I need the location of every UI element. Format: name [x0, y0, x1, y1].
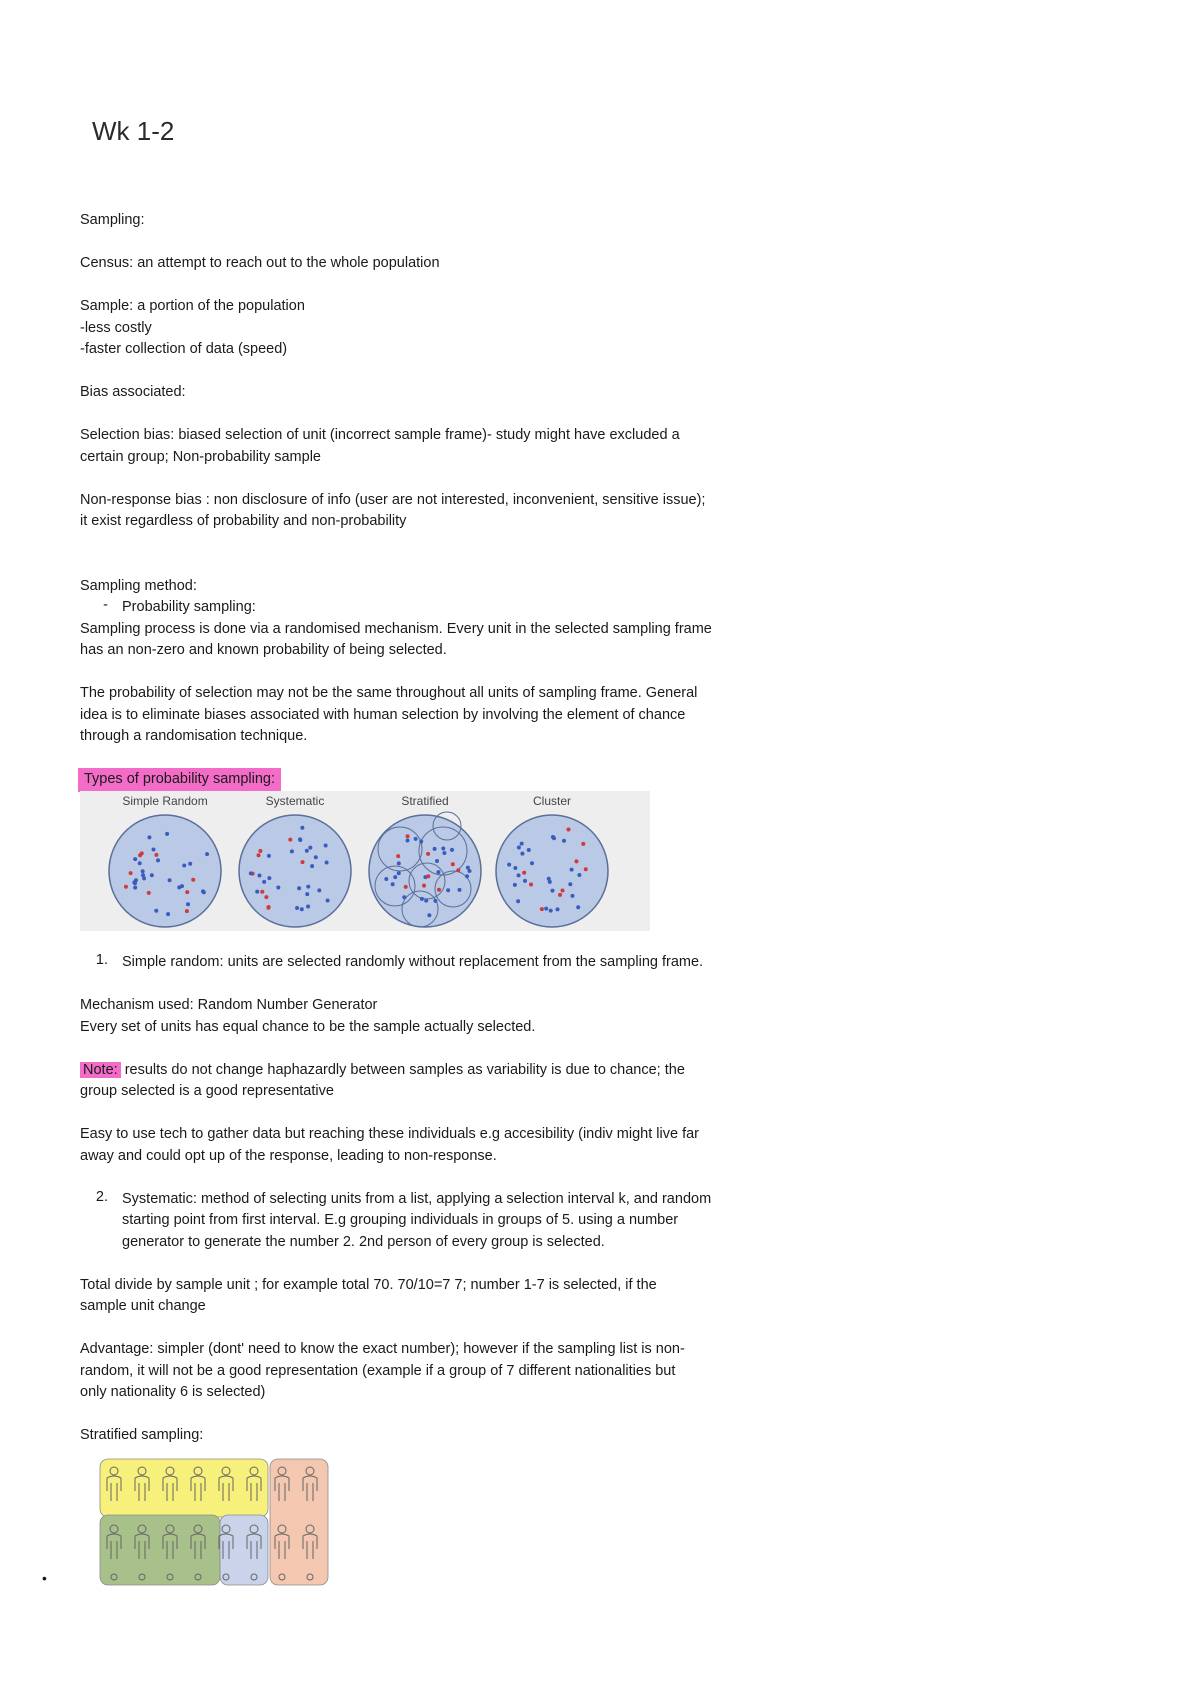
population-dot [397, 861, 401, 865]
population-dot [266, 905, 270, 909]
types-heading-highlight: Types of probability sampling: [80, 770, 279, 790]
population-dot [556, 907, 560, 911]
total-line-1: Total divide by sample unit ; for example total 70. 70/10=7 7; number 1-7 is selected, if the [80, 1276, 657, 1293]
population-dot [249, 871, 253, 875]
population-dot [547, 876, 551, 880]
heading-bias: Bias associated: [80, 384, 186, 400]
census-definition: Census: an attempt to reach out to the whole population [80, 255, 440, 271]
population-dot [435, 858, 439, 862]
population-dot [517, 845, 521, 849]
population-dot [437, 887, 441, 891]
process-line-1: Sampling process is done via a randomised mechanism. Every unit in the selected sampling frame [80, 620, 712, 637]
population-dot [191, 877, 195, 881]
population-dot [141, 873, 145, 877]
population-dot [513, 882, 517, 886]
population-dot [420, 896, 424, 900]
population-dot [384, 877, 388, 881]
document-body [80, 210, 780, 1587]
figure-label-stratified: Stratified [401, 793, 449, 808]
strata-groups [100, 1459, 328, 1585]
population-dot [150, 873, 154, 877]
population-dot [507, 862, 511, 866]
population-dot [166, 912, 170, 916]
population-dot [298, 837, 302, 841]
page-title: Wk 1-2 [92, 116, 175, 146]
systematic-text [122, 1189, 780, 1254]
population-dot [185, 890, 189, 894]
population-circle-2 [239, 815, 351, 927]
nonresponse-bias-line-2: it exist regardless of probability and non-probability [80, 513, 407, 529]
prob-selection-line-3: through a randomisation technique. [80, 728, 308, 744]
population-dot [467, 868, 471, 872]
population-dot [562, 838, 566, 842]
population-dot [154, 908, 158, 912]
population-dot [267, 876, 271, 880]
population-dot [393, 875, 397, 879]
population-dot [458, 887, 462, 891]
systematic-line-3: generator to generate the number 2. 2nd person of every group is selected. [122, 1233, 605, 1250]
types-heading [80, 769, 780, 791]
list-number-1: 1. [95, 952, 108, 968]
population-dot [513, 866, 517, 870]
population-dot [451, 862, 455, 866]
prob-selection-line-1: The probability of selection may not be the same throughout all units of sampling frame. General [80, 685, 698, 701]
population-dot [414, 836, 418, 840]
list-item-systematic [80, 1189, 780, 1254]
population-dot [406, 834, 410, 838]
total-line-2: sample unit change [80, 1298, 206, 1314]
selection-bias-line-2: certain group; Non-probability sample [80, 448, 321, 465]
note-line-1 [80, 1060, 780, 1082]
population-dot [325, 860, 329, 864]
population-dot [295, 906, 299, 910]
population-dot [129, 871, 133, 875]
population-dot [134, 878, 138, 882]
note-text: results do not change haphazardly between samples as variability is due to chance; the [120, 1061, 685, 1078]
advantage-line-2: random, it will not be a good representation (example if a group of 7 different nationalities but [80, 1362, 676, 1379]
population-dot [523, 878, 527, 882]
population-dot [540, 907, 544, 911]
population-dot [152, 847, 156, 851]
population-dot [258, 849, 262, 853]
population-dot [188, 861, 192, 865]
population-dot [306, 884, 310, 888]
easy-line-1: Easy to use tech to gather data but reaching these individuals e.g accesibility (indiv might live far [80, 1126, 700, 1142]
population-dot [558, 892, 562, 896]
prob-selection-line-2: idea is to eliminate biases associated with human selection by involving the element of chance [80, 706, 686, 723]
population-dot [255, 889, 259, 893]
systematic-line-2: starting point from first interval. E.g grouping individuals in groups of 5. using a number [122, 1212, 679, 1228]
heading-stratified: Stratified sampling: [80, 1427, 204, 1443]
population-dot [396, 854, 400, 858]
population-dot [424, 898, 428, 902]
population-dot [300, 907, 304, 911]
population-dot [267, 853, 271, 857]
population-dot [300, 825, 304, 829]
probability-sampling-label: Probability sampling: [122, 599, 256, 615]
probability-sampling-item [80, 597, 780, 619]
population-dot [306, 904, 310, 908]
population-dot [433, 846, 437, 850]
population-dot [520, 841, 524, 845]
population-dot [305, 892, 309, 896]
figure-label-simple-random: Simple Random [122, 793, 208, 808]
stratum-group-1 [100, 1459, 268, 1517]
population-dot [581, 841, 585, 845]
figure-label-systematic: Systematic [265, 793, 325, 808]
population-dot [419, 839, 423, 843]
advantage-line-3: only nationality 6 is selected) [80, 1384, 266, 1400]
population-dot [442, 850, 446, 854]
selection-bias-line-1: Selection bias: biased selection of unit (incorrect sample frame)- study might have excluded a [80, 427, 680, 443]
note-line-2: group selected is a good representative [80, 1083, 334, 1099]
list-number-2: 2. [95, 1188, 108, 1205]
population-dot [297, 886, 301, 890]
population-dot [324, 843, 328, 847]
population-dot [570, 893, 574, 897]
population-dot [177, 885, 181, 889]
population-dot [262, 879, 266, 883]
population-dot [466, 865, 470, 869]
population-dot [550, 888, 554, 892]
population-dot [147, 835, 151, 839]
process-line-2: has an non-zero and known probability of being selected. [80, 642, 447, 658]
population-dot [465, 874, 469, 878]
population-dot [574, 859, 578, 863]
figure-label-cluster: Cluster [532, 793, 572, 808]
population-dot [584, 867, 588, 871]
population-dot [527, 848, 531, 852]
population-dot [456, 868, 460, 872]
population-dot [156, 858, 160, 862]
population-dot [301, 860, 305, 864]
population-dot [426, 874, 430, 878]
population-dot [436, 870, 440, 874]
population-dot [326, 898, 330, 902]
population-circle-1 [109, 815, 221, 927]
population-dot [305, 848, 309, 852]
population-dot [560, 888, 564, 892]
population-dot [310, 864, 314, 868]
population-dot [186, 902, 190, 906]
population-dot [522, 870, 526, 874]
heading-sampling: Sampling: [80, 212, 145, 228]
easy-line-2: away and could opt up of the response, leading to non-response. [80, 1147, 497, 1164]
population-dot [133, 885, 137, 889]
mechanism-line: Mechanism used: Random Number Generator [80, 997, 378, 1013]
population-dot [140, 851, 144, 855]
bullet-marker: • [42, 1570, 47, 1586]
population-dot [276, 885, 280, 889]
nonresponse-bias-line-1: Non-response bias : non disclosure of info (user are not interested, inconvenient, sensitive issue); [80, 491, 706, 508]
population-dot [141, 869, 145, 873]
population-dot [288, 837, 292, 841]
stratum-group-2 [100, 1515, 220, 1585]
population-dot [446, 888, 450, 892]
population-dot [577, 872, 581, 876]
heading-sampling-method: Sampling method: [80, 577, 197, 594]
population-dot [544, 906, 548, 910]
population-dot [124, 884, 128, 888]
population-dot [530, 861, 534, 865]
population-dot [138, 861, 142, 865]
population-dot [520, 851, 524, 855]
population-dot [517, 873, 521, 877]
population-dot [404, 884, 408, 888]
simple-random-text: Simple random: units are selected randomly without replacement from the sampling frame. [122, 954, 704, 970]
population-dot [147, 890, 151, 894]
population-dot [570, 867, 574, 871]
population-dot [264, 895, 268, 899]
population-dot [185, 909, 189, 913]
population-dot [317, 888, 321, 892]
population-dot [566, 827, 570, 831]
population-dot [402, 895, 406, 899]
stratum-group-4 [270, 1459, 328, 1585]
sampling-types-figure [80, 791, 650, 931]
every-set-line: Every set of units has equal chance to be the sample actually selected. [80, 1018, 536, 1035]
population-dot [441, 846, 445, 850]
population-dot [406, 838, 410, 842]
population-dot [552, 836, 556, 840]
systematic-line-1: Systematic: method of selecting units from a list, applying a selection interval k, and random [122, 1190, 712, 1207]
population-dot [422, 883, 426, 887]
population-dot [549, 908, 553, 912]
sample-point-speed: -faster collection of data (speed) [80, 341, 288, 357]
population-dot [258, 873, 262, 877]
population-dot [168, 878, 172, 882]
population-dot [205, 852, 209, 856]
population-dot [314, 855, 318, 859]
population-dot [568, 882, 572, 886]
sample-definition: Sample: a portion of the population [80, 298, 305, 314]
list-item-simple-random [80, 952, 780, 974]
dash-marker: - [103, 597, 108, 613]
population-dot [202, 890, 206, 894]
advantage-line-1: Advantage: simpler (dont' need to know the exact number); however if the sampling list is non- [80, 1341, 685, 1357]
population-dot [426, 851, 430, 855]
note-label: Note: [80, 1062, 121, 1078]
population-dot [433, 898, 437, 902]
population-dot [516, 899, 520, 903]
population-dot [257, 853, 261, 857]
population-dot [427, 913, 431, 917]
population-dot [397, 871, 401, 875]
population-dot [290, 849, 294, 853]
population-dot [576, 905, 580, 909]
stratified-people-figure [98, 1457, 330, 1587]
population-dot [154, 852, 158, 856]
population-dot [308, 845, 312, 849]
population-dot [260, 889, 264, 893]
population-dot [529, 882, 533, 886]
population-dot [182, 863, 186, 867]
population-dot [133, 857, 137, 861]
sample-point-cost: -less costly [80, 319, 152, 336]
population-dot [450, 847, 454, 851]
population-dot [165, 831, 169, 835]
population-dot [391, 882, 395, 886]
